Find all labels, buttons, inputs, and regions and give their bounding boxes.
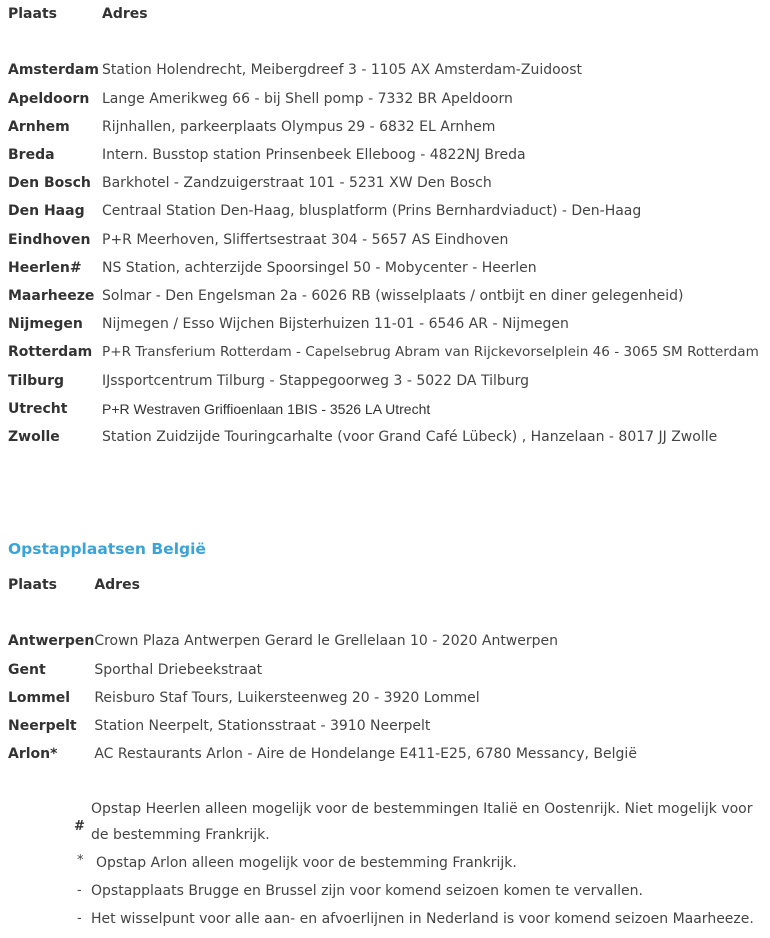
place-cell: Neerpelt xyxy=(8,718,77,735)
table-row xyxy=(8,627,637,655)
place-cell: Arlon* xyxy=(8,746,58,763)
column-header-place: Plaats xyxy=(8,577,57,594)
address-cell: Sporthal Driebeekstraat xyxy=(94,661,263,678)
place-cell: Eindhoven xyxy=(8,231,91,248)
place-cell: Rotterdam xyxy=(8,344,93,361)
address-cell: Rijnhallen, parkeerplaats Olympus 29 - 6832 EL Arnhem xyxy=(102,118,496,135)
address-cell: P+R Transferium Rotterdam - Capelsebrug Abram van Rijckevorselplein 46 - 3065 SM Rotterdam xyxy=(102,344,759,361)
address-cell: IJssportcentrum Tilburg - Stappegoorweg 3 - 5022 DA Tilburg xyxy=(102,372,530,389)
address-cell: Barkhotel - Zandzuigerstraat 101 - 5231 XW Den Bosch xyxy=(102,175,492,192)
place-cell: Gent xyxy=(8,661,46,678)
place-cell: Apeldoorn xyxy=(8,90,90,107)
place-cell: Heerlen# xyxy=(8,259,82,276)
table-row xyxy=(8,169,759,197)
section-title-belgium: Opstapplaatsen België xyxy=(8,540,206,558)
table-header-row xyxy=(8,0,759,28)
footnote-mark: # xyxy=(74,819,85,834)
column-header-place: Plaats xyxy=(8,6,57,23)
table-row xyxy=(8,197,759,225)
address-cell: P+R Westraven Griffioenlaan 1BIS - 3526 LA Utrecht xyxy=(102,400,431,417)
table-row xyxy=(8,254,759,282)
place-cell: Tilburg xyxy=(8,372,65,389)
place-cell: Maarheeze xyxy=(8,287,95,304)
table-row xyxy=(8,740,637,768)
place-cell: Antwerpen xyxy=(8,633,95,650)
address-cell: Solmar - Den Engelsman 2a - 6026 RB (wisselplaats / ontbijt en diner gelegenheid) xyxy=(102,287,684,304)
table-row xyxy=(8,113,759,141)
address-cell: Station Holendrecht, Meibergdreef 3 - 1105 AX Amsterdam-Zuidoost xyxy=(102,62,583,79)
table-row xyxy=(8,656,637,684)
address-cell: Lange Amerikweg 66 - bij Shell pomp - 7332 BR Apeldoorn xyxy=(102,90,513,107)
footnote-mark: * xyxy=(77,853,84,868)
address-cell: AC Restaurants Arlon - Aire de Hondelange E411-E25, 6780 Messancy, België xyxy=(94,746,637,763)
be-boarding-table xyxy=(8,571,637,768)
address-cell: Nijmegen / Esso Wijchen Bijsterhuizen 11-01 - 6546 AR - Nijmegen xyxy=(102,316,569,333)
table-row xyxy=(8,684,637,712)
address-cell: Reisburo Staf Tours, Luikersteenweg 20 - 3920 Lommel xyxy=(94,689,480,706)
column-header-address: Adres xyxy=(94,577,140,594)
address-cell: Station Neerpelt, Stationsstraat - 3910 Neerpelt xyxy=(94,718,431,735)
footnote-text: Opstapplaats Brugge en Brussel zijn voor komend seizoen komen te vervallen. xyxy=(91,883,643,899)
address-cell: Crown Plaza Antwerpen Gerard le Grellelaan 10 - 2020 Antwerpen xyxy=(94,633,558,650)
place-cell: Zwolle xyxy=(8,428,60,445)
address-cell: Station Zuidzijde Touringcarhalte (voor Grand Café Lübeck) , Hanzelaan - 8017 JJ Zwolle xyxy=(102,428,718,445)
footnote-mark: - xyxy=(77,883,82,898)
table-row xyxy=(8,85,759,113)
table-row xyxy=(8,395,759,423)
table-row xyxy=(8,423,759,451)
place-cell: Den Bosch xyxy=(8,175,91,192)
place-cell: Amsterdam xyxy=(8,62,99,79)
address-cell: Intern. Busstop station Prinsenbeek Elleboog - 4822NJ Breda xyxy=(102,147,526,164)
place-cell: Arnhem xyxy=(8,118,70,135)
place-cell: Lommel xyxy=(8,689,71,706)
footnote-text: Opstap Arlon alleen mogelijk voor de bestemming Frankrijk. xyxy=(96,855,517,871)
place-cell: Utrecht xyxy=(8,400,68,417)
footnote-text: Het wisselpunt voor alle aan- en afvoerlijnen in Nederland is voor komend seizoen Maarheeze. xyxy=(91,911,754,927)
table-row xyxy=(8,712,637,740)
table-row xyxy=(8,56,759,84)
place-cell: Nijmegen xyxy=(8,316,83,333)
address-cell: P+R Meerhoven, Sliffertsestraat 304 - 5657 AS Eindhoven xyxy=(102,231,509,248)
table-row xyxy=(8,366,759,394)
footnote-text: Opstap Heerlen alleen mogelijk voor de bestemmingen Italië en Oostenrijk. Niet mogelijk voor de bestemming Frankrijk. xyxy=(91,801,753,843)
footnote-mark: - xyxy=(77,911,82,926)
table-row xyxy=(8,338,759,366)
footnote-item xyxy=(0,850,770,876)
table-row xyxy=(8,310,759,338)
nl-boarding-table xyxy=(8,0,759,451)
place-cell: Den Haag xyxy=(8,203,85,220)
table-row xyxy=(8,282,759,310)
table-row xyxy=(8,141,759,169)
column-header-address: Adres xyxy=(102,6,148,23)
address-cell: Centraal Station Den-Haag, blusplatform (Prins Bernhardviaduct) - Den-Haag xyxy=(102,203,642,220)
table-row xyxy=(8,226,759,254)
spacer-row xyxy=(8,599,637,627)
spacer-row xyxy=(8,28,759,56)
place-cell: Breda xyxy=(8,147,55,164)
address-cell: NS Station, achterzijde Spoorsingel 50 - Mobycenter - Heerlen xyxy=(102,259,537,276)
table-header-row xyxy=(8,571,637,599)
footnote-item xyxy=(0,906,770,932)
footnote-item xyxy=(0,878,770,904)
footnotes xyxy=(0,796,770,932)
footnote-item xyxy=(0,796,770,848)
